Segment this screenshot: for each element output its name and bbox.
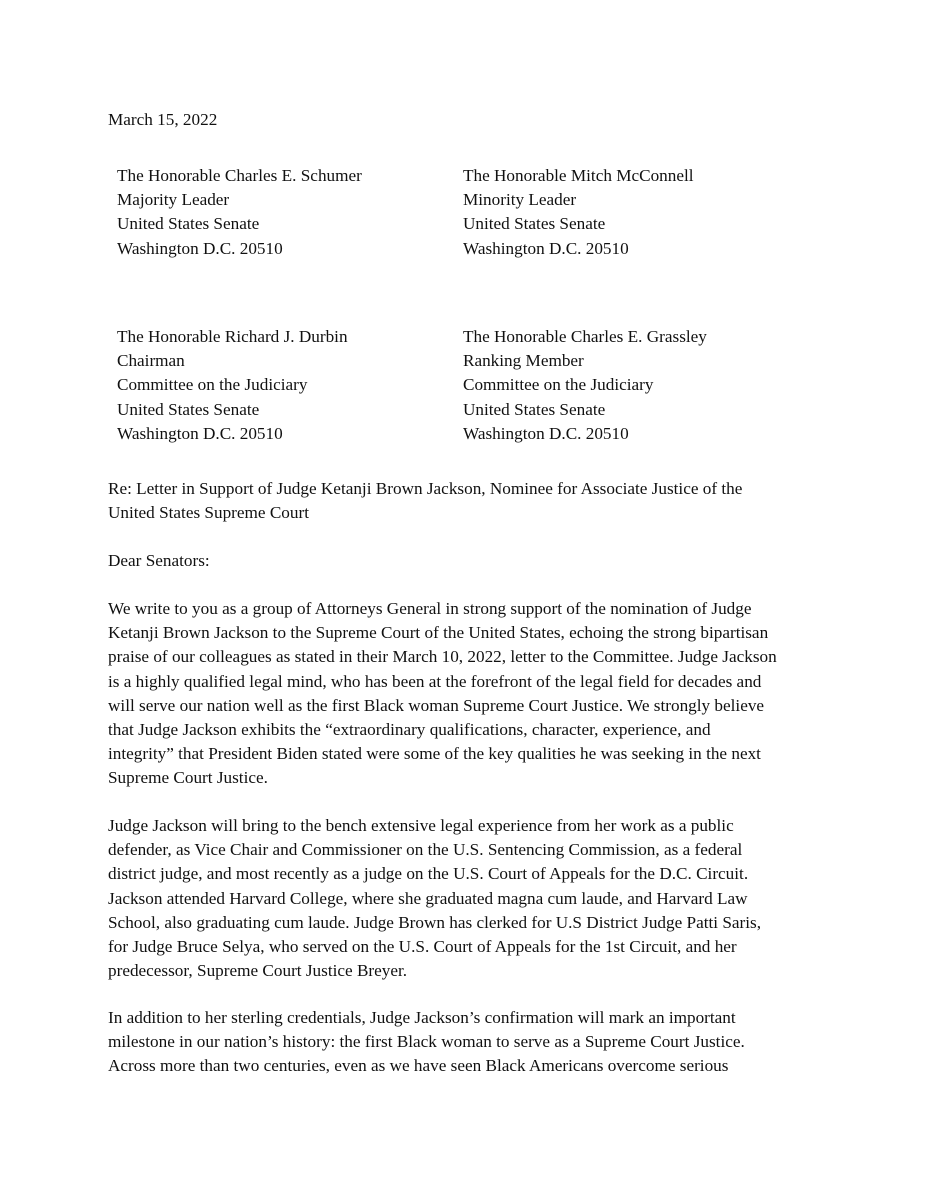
address-line: Committee on the Judiciary	[117, 375, 308, 395]
paragraph-line: praise of our colleagues as stated in their March 10, 2022, letter to the Committee. Judge Jackson	[108, 647, 777, 667]
paragraph-line: Supreme Court Justice.	[108, 768, 268, 788]
paragraph-line: Ketanji Brown Jackson to the Supreme Court of the United States, echoing the strong bipartisan	[108, 623, 769, 643]
paragraph-line: for Judge Bruce Selya, who served on the U.S. Court of Appeals for the 1st Circuit, and her	[108, 937, 737, 957]
recipient-block-grassley	[463, 325, 707, 446]
address-line: Washington D.C. 20510	[117, 423, 283, 443]
letter-date: March 15, 2022	[108, 110, 218, 129]
address-line: United States Senate	[463, 399, 606, 419]
subject-line-text: United States Supreme Court	[108, 503, 309, 523]
address-line: The Honorable Richard J. Durbin	[117, 327, 348, 346]
recipient-block-mcconnell	[463, 164, 694, 261]
address-line: The Honorable Charles E. Schumer	[117, 166, 362, 185]
body-paragraph-1	[108, 597, 828, 791]
body-paragraph-2	[108, 814, 828, 983]
recipient-block-schumer	[117, 164, 362, 261]
paragraph-line: will serve our nation well as the first Black woman Supreme Court Justice. We strongly believe	[108, 695, 765, 715]
address-line: United States Senate	[463, 214, 606, 234]
subject-line	[108, 477, 828, 525]
paragraph-line: predecessor, Supreme Court Justice Breyer.	[108, 961, 408, 981]
body-paragraph-3	[108, 1006, 828, 1079]
address-line: Majority Leader	[117, 190, 230, 210]
paragraph-line: Judge Jackson will bring to the bench extensive legal experience from her work as a public	[108, 816, 734, 835]
recipient-block-durbin	[117, 325, 348, 446]
address-line: United States Senate	[117, 399, 260, 419]
salutation: Dear Senators:	[108, 551, 210, 570]
paragraph-line: is a highly qualified legal mind, who has been at the forefront of the legal field for decades and	[108, 671, 762, 691]
paragraph-line: defender, as Vice Chair and Commissioner on the U.S. Sentencing Commission, as a federal	[108, 840, 743, 860]
paragraph-line: Jackson attended Harvard College, where she graduated magna cum laude, and Harvard Law	[108, 888, 748, 908]
address-line: Washington D.C. 20510	[117, 238, 283, 258]
paragraph-line: School, also graduating cum laude. Judge Brown has clerked for U.S District Judge Patti Saris,	[108, 912, 762, 932]
address-line: The Honorable Mitch McConnell	[463, 166, 694, 185]
address-line: Committee on the Judiciary	[463, 375, 654, 395]
paragraph-line: integrity” that President Biden stated were some of the key qualities he was seeking in the next	[108, 744, 761, 764]
paragraph-line: district judge, and most recently as a judge on the U.S. Court of Appeals for the D.C. Circuit.	[108, 864, 749, 884]
paragraph-line: Across more than two centuries, even as we have seen Black Americans overcome serious	[108, 1056, 729, 1076]
paragraph-line: We write to you as a group of Attorneys General in strong support of the nomination of Judge	[108, 599, 752, 618]
address-line: United States Senate	[117, 214, 260, 234]
address-line: Chairman	[117, 351, 185, 371]
paragraph-line: milestone in our nation’s history: the first Black woman to serve as a Supreme Court Justice.	[108, 1032, 745, 1052]
address-line: Minority Leader	[463, 190, 577, 210]
paragraph-line: In addition to her sterling credentials, Judge Jackson’s confirmation will mark an important	[108, 1008, 736, 1027]
address-line: The Honorable Charles E. Grassley	[463, 327, 707, 346]
address-line: Washington D.C. 20510	[463, 238, 629, 258]
address-line: Ranking Member	[463, 351, 584, 371]
subject-line-text: Re: Letter in Support of Judge Ketanji Brown Jackson, Nominee for Associate Justice of the	[108, 479, 743, 498]
paragraph-line: that Judge Jackson exhibits the “extraordinary qualifications, character, experience, and	[108, 720, 711, 740]
address-line: Washington D.C. 20510	[463, 423, 629, 443]
